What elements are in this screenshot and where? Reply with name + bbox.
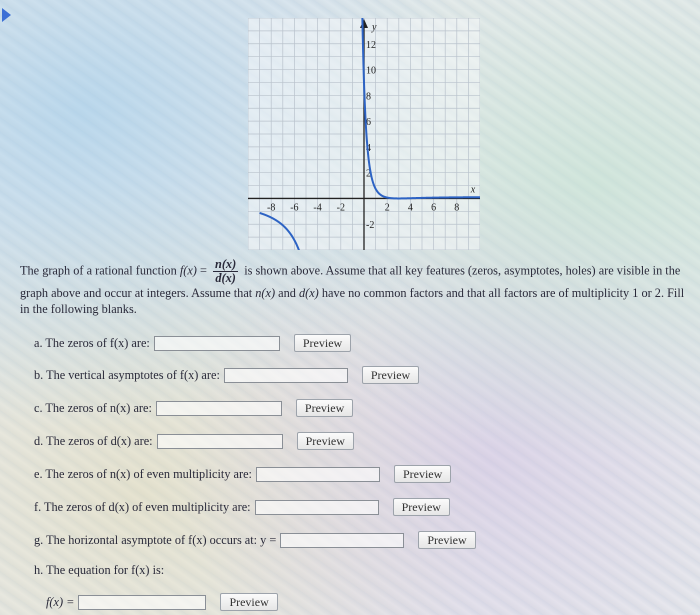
equation-input[interactable] <box>78 595 206 610</box>
question-c: c. The zeros of n(x) are: Preview <box>34 399 353 417</box>
y-tick-label: -2 <box>366 220 375 232</box>
preview-button-c[interactable]: Preview <box>296 399 353 417</box>
zeros-of-f-input[interactable] <box>154 336 280 351</box>
y-tick-label: 10 <box>366 65 376 77</box>
problem-statement: The graph of a rational function f(x) = $\frac{n(x)}{d(x)}$ is shown above. Assume that all key features (zeros, asymptotes, holes) are visible in the graph above and occur at integers. Assume that n(x) and d(x) have no common factors and that all factors are of multiplicity 1 or 2. Fill in the following blanks. <box>20 257 685 316</box>
vertical-asymptotes-input[interactable] <box>224 368 348 383</box>
preview-button-f[interactable]: Preview <box>393 498 450 516</box>
even-zeros-of-d-input[interactable] <box>255 500 379 515</box>
x-tick-label: -4 <box>313 202 322 214</box>
zeros-of-d-input[interactable] <box>157 434 283 449</box>
y-tick-label: 8 <box>366 91 371 103</box>
horizontal-asymptote-input[interactable] <box>280 533 404 548</box>
preview-button-h[interactable]: Preview <box>220 593 277 611</box>
x-tick-label: 8 <box>454 202 460 214</box>
fraction: $\frac{n(x)}{d(x)}$ <box>214 257 237 285</box>
x-tick-label: -2 <box>336 202 345 214</box>
even-zeros-of-n-input[interactable] <box>256 467 380 482</box>
function-graph <box>248 18 480 250</box>
preview-button-e[interactable]: Preview <box>394 465 451 483</box>
x-tick-label: -8 <box>267 202 276 214</box>
question-h: h. The equation for f(x) is: <box>34 563 165 577</box>
zeros-of-n-input[interactable] <box>156 401 282 416</box>
x-tick-label: 6 <box>431 202 437 214</box>
preview-button-g[interactable]: Preview <box>418 531 475 549</box>
x-tick-label: 2 <box>384 202 390 214</box>
question-b: b. The vertical asymptotes of f(x) are: Preview <box>34 366 419 384</box>
play-icon <box>2 8 11 22</box>
question-g: g. The horizontal asymptote of f(x) occurs at: y = Preview <box>34 531 476 549</box>
y-tick-label: 6 <box>366 117 371 129</box>
preview-button-a[interactable]: Preview <box>294 334 351 352</box>
x-axis-label: x <box>470 184 476 196</box>
y-tick-label: 2 <box>366 168 371 180</box>
preview-button-d[interactable]: Preview <box>297 432 354 450</box>
question-f: f. The zeros of d(x) of even multiplicity are: Preview <box>34 498 450 516</box>
x-tick-label: 4 <box>407 202 413 214</box>
question-a: a. The zeros of f(x) are: Preview <box>34 334 351 352</box>
preview-button-b[interactable]: Preview <box>362 366 419 384</box>
y-tick-label: 4 <box>366 142 371 154</box>
equation-row: f(x) = Preview <box>46 593 278 611</box>
question-d: d. The zeros of d(x) are: Preview <box>34 432 354 450</box>
x-tick-label: -6 <box>290 202 299 214</box>
y-tick-label: 12 <box>366 39 376 51</box>
question-e: e. The zeros of n(x) of even multiplicity are: Preview <box>34 465 451 483</box>
y-axis-label: y <box>372 22 377 33</box>
